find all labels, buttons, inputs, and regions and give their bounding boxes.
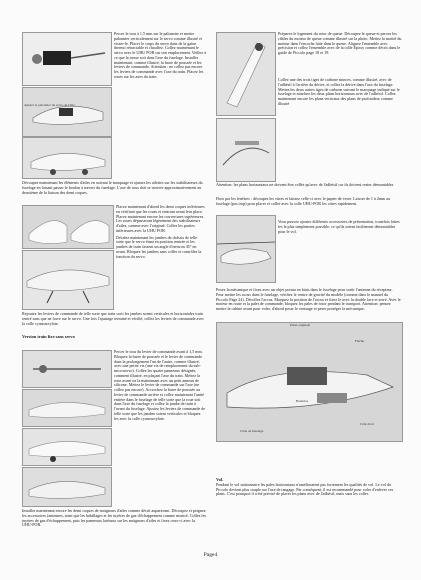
- paragraph-fixed-gear: Percer le trou du levier de commande avant à 1,5 mm. Bloquez la barre de poussée et le levier de commande dans la prolongement l'un de l'autre, comme illustré, avec une petite vis (une vis de remplacement du sub-microservo). Collez les quatre panneaux désignés, comment illustré, en plaçant l'axe du train. Mettez la roue avant ou la maintenant avec un petit anneau de silicone. Mettez le levier de commande sur l'axe (ne collez pas encore). Accrochez la barre de poussée au levier de commande arrière et collez maintenant l'unité entière dans le fuselage de telle sorte que la roue soit dans l'axe du fuselage et collez la jambe de train à l'avant du fuselage. Ajustez les leviers de commande de telle sorte que les jambes soient verticales et bloquez les avec la colle cyanoacrylate.: [114, 349, 206, 421]
- gear-assembly-illustration: [23, 251, 113, 309]
- photo-mechanics: [216, 322, 403, 442]
- paragraph-accessories: Vous pouvez ajouter différents accessoires de présentation, toutefois faites les le plus simplement possible, ce qu'ils soient facilement démontables pour le vol.: [278, 219, 400, 234]
- section-title-fixed-gear: Version train fixe sans servo: [22, 334, 75, 339]
- paragraph-flight: Pendant le vol stationnaire les pales horizontaux n'amélioraient pas fortement les qualités de vol. Le vol du Piccolo devient plus souple sur l'axe de tangage. Par conséquent, il est recommandé pour voler d'enlever ces plans. C'est pourquoi il a été précisé de placer les plans avec de l'adhésif, mais sans les coller.: [216, 481, 394, 497]
- tail-rotor-illustration: [217, 33, 275, 115]
- paragraph-windows: Finir par les fenêtres : découpez les vitres et laissez celle-ci avec le papier de verre. Laisser de 1 à 2mm au fuselage (pas trop) pour placer et coller avec la colle UHU-POR les vitres rapidement.: [216, 196, 391, 206]
- photo-fixed-gear-2: [22, 389, 112, 427]
- mechanics-illustration: [217, 323, 402, 441]
- photo-stabilizers: [216, 118, 276, 182]
- label-batteries: Batteries: [296, 399, 309, 403]
- label-canopy: Cône de fuselage: [240, 429, 264, 433]
- paragraph-lower-shells: Placez maintenant d'abord les demi coques inférieures en vérifiant que les roues et rentrant avant leur place. Placez maintenant encore les couvertures supérieures. Les roues dépasseront légèrement des stabilisateurs d'ailes, comme avec l'original. Collez les parties inférieures avec la UHU POR.: [116, 204, 205, 233]
- label-right-side: Côté droit: [360, 422, 374, 426]
- paragraph-stabilizer-warning: Attention: les plans horizontaux ne doivent être collés qu'avec de l'adhésif car ils doivent rester démontables: [216, 182, 394, 187]
- photo-fixed-gear-4: [22, 467, 112, 507]
- photo-half-shells: [22, 205, 114, 249]
- fixed-gear-4-illustration: [23, 468, 111, 506]
- paragraph-wing-stubs: Découpez maintenant les éléments d'ailes en suivant le marquage et ajustez les ailettes sur les stabilisateurs du fuselage en faisant passer le boulon à travers du fuselage. L'axe de rous doit se trouver approximativement au deuxième de la liaison des demi coques.: [22, 180, 203, 195]
- helicopter-finished-illustration: [217, 216, 275, 282]
- photo-tail-rotor: [216, 32, 276, 116]
- label-arrow: Flèche: [355, 339, 365, 343]
- fuselage-servo-illustration: [23, 88, 111, 136]
- photo-fixed-gear-1: [22, 350, 112, 388]
- paragraph-gear-legs: Décalez maintenant les jambes de châssis de telle sorte que le servo étant en position rentrée et les jambes de train fassent un angle d'environ 45° en avant. Bloquez les jambes sans coller et contrôlez la fonction du servo.: [116, 234, 202, 259]
- section-title-flight: Vol.: [216, 477, 224, 482]
- paragraph-servo-install: Percer le trou à 1,5 mm sur le palonnier et mettre palonnier verticalement sur le servo comme illustré et visser-le. Placer le corps du servo dans de la gaine thermo rétractable et chauffez. Collez maintenant le servo avec le UHU POR sur son emplacement. Veillez à ce que la tresse soit dans l'axe du fuselage. Installer maintenant, comme illustré, la barre de poussée et les leviers de commande. Attention : ne collez pas encore les leviers de commande avec l'axe du train. Placez les roues sur les axes du train.: [114, 31, 207, 79]
- photo-fixed-gear-3: [22, 428, 112, 466]
- caption-servo: Ajuster le palonnier du servo de l'aile: [24, 103, 75, 107]
- label-plexi-original: Plexi-originale: [290, 323, 311, 327]
- gear-legs-illustration: [23, 138, 111, 178]
- fixed-gear-2-illustration: [23, 390, 111, 426]
- fixed-gear-1-illustration: [23, 351, 111, 387]
- photo-fuselage-servo: [22, 87, 112, 137]
- photo-servo-linkage: [22, 32, 112, 86]
- paragraph-tail-rotor: Préparez le logement du rotor de queue. Découpez le queue et percez les câbles du moteur de queue comme illustré sur la photo. Mettez la moitié du moteur dans l'encoche faite dans le queue. Alignez l'ensemble avec précision et collez l'ensemble avec de la colle Epoxy comme décrit dans le guide de Piccolo page 18 et 19.: [278, 31, 402, 55]
- photo-gear-assembly: [22, 250, 114, 310]
- half-shells-illustration: [23, 206, 113, 248]
- fixed-gear-3-illustration: [23, 429, 111, 465]
- stabilizers-illustration: [217, 119, 275, 181]
- photo-helicopter-finished: [216, 215, 276, 283]
- paragraph-mechanics: Posez la mécanique et fixez avec un objet pointu en biais dans le fuselage pour sortir l'antenne du récepteur. Pour mettre les accus dans le fuselage, vérifiez le centre de gravité du modèle (comme dans le manuel du Piccolo Page 24). Décollez l'accus. Marquez la position de l'accus et fixez le avec la double face et serré. Avec le moteur en route et la palet de commande, bloquez les pales de rotor pendant le transport. Attention: pensez mettre la cabine avant pour voler, d'abord poser le centrage et peser protéger la mécanique.: [216, 287, 401, 311]
- paragraph-gear-adjust: Rejoutez les leviers de commande de telle sorte que train sorti les jambes soient verticales et horizontales train rentré sans que ne force sur le servo. Une fois l'ajustage terminé et vérifié, collez les leviers de commande avec la colle cyanoacrylate.: [22, 311, 205, 326]
- paragraph-stub-shells: Installer maintenant encore les demi coques de moignons d'ailes comme décrit auparavant. Découpez et peignez les accessoires (antennes, ainsi que les habillages et les tuyères de gaz d'échappement comme montré. Collez les tuyères de gaz d'échappement, puis les panneaux latéraux sur les moignons d'ailes et fixez ceux-ci avec la UHU-POR.: [22, 508, 206, 528]
- servo-linkage-illustration: [23, 33, 111, 85]
- paragraph-carbon-rods: Collez une des trois tiges de carbone minces, comme illustré, avec de l'adhésif à l'arrière du dérive, et collez la dérive dans l'axe du fuselage. Mettez les deux autres tiges de carbone suivant le marquage indiqué sur le fuselage et attachez les deux plans horizontaux avec de l'adhésif. Collez maintenant encore les plans verticaux des plans de profondeur comme illustré: [278, 77, 400, 106]
- photo-gear-legs: [22, 137, 112, 179]
- page-number: Page4: [203, 552, 218, 558]
